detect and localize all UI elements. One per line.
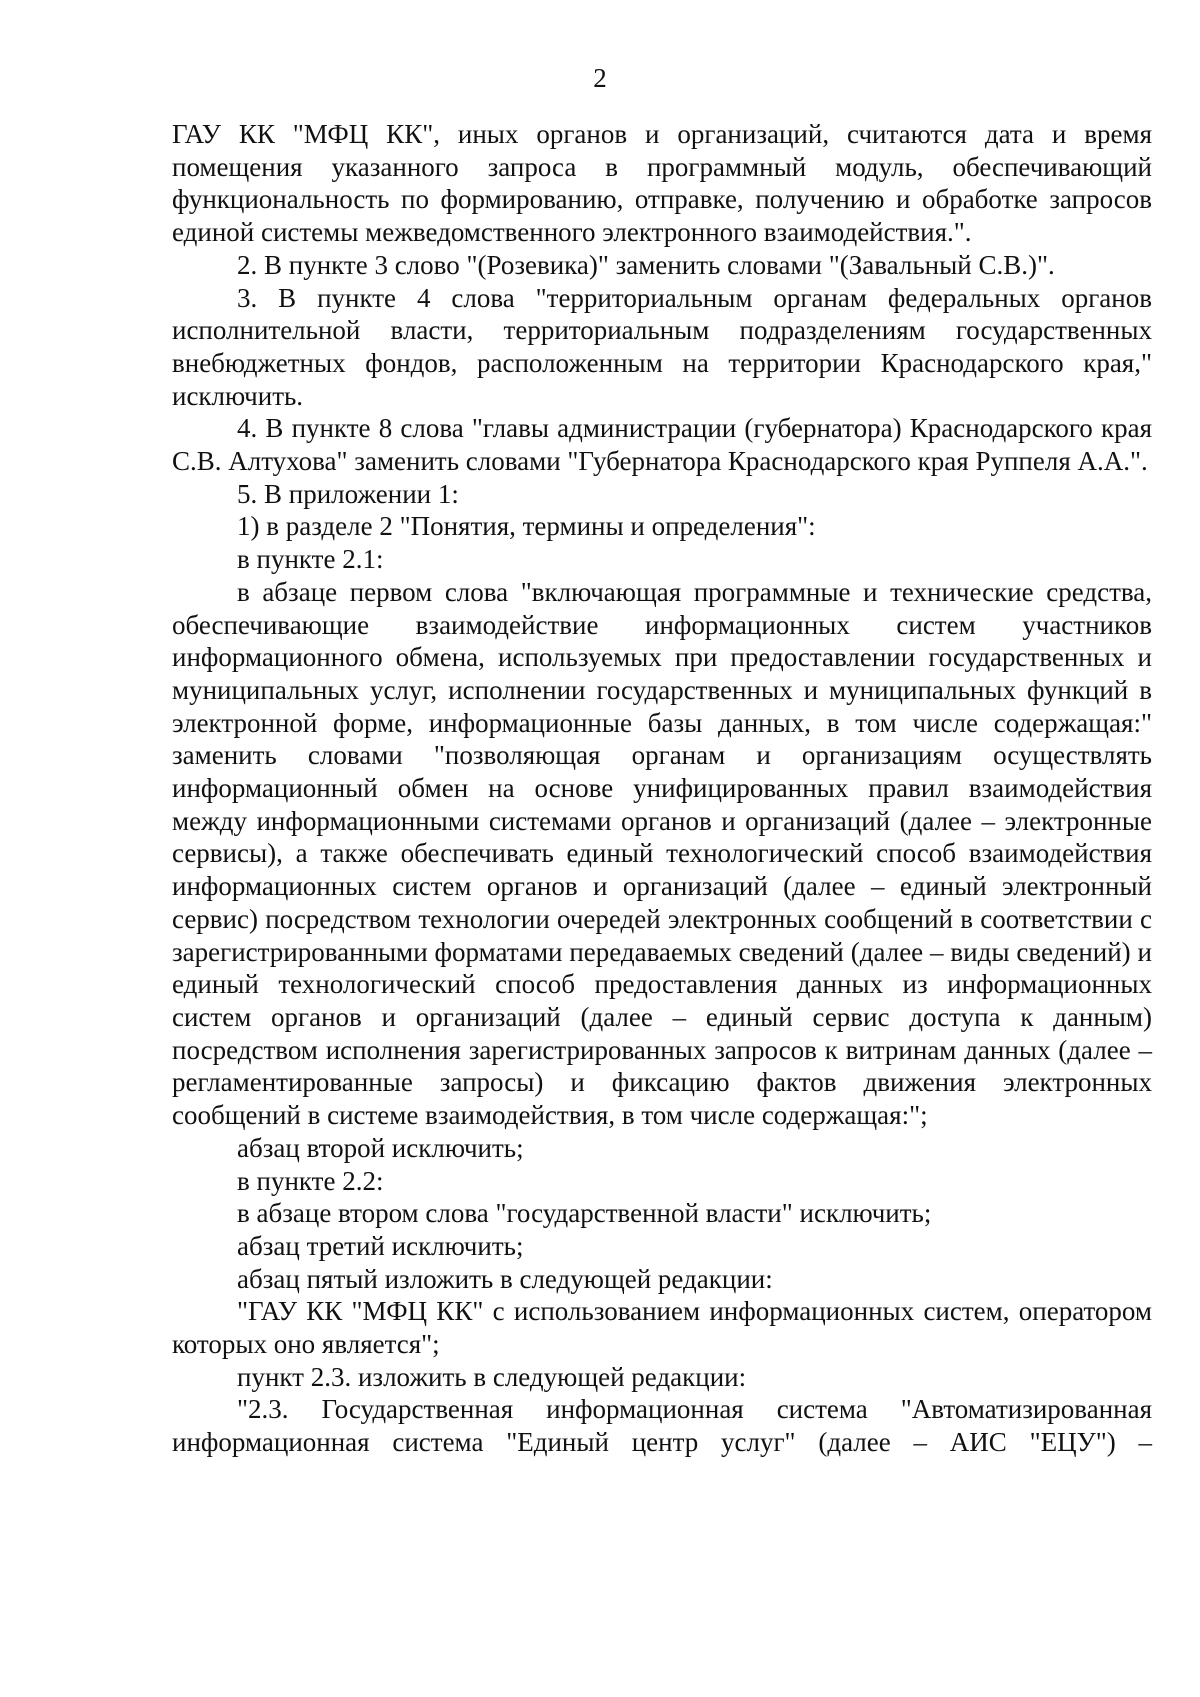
paragraph-subitem-1: 1) в разделе 2 "Понятия, термины и определения": — [237, 511, 816, 542]
paragraph-abzac-fifth: абзац пятый изложить в следующей редакции: — [237, 1263, 773, 1294]
paragraph-item-5: 5. В приложении 1: — [237, 478, 459, 509]
paragraph-abzac-first: в абзаце первом слова "включающая программные и технические средства, обеспечивающие взаимодействие информационных систем участников информационного обмена, используемых при предоставлении государственных и муниципальных услуг, исполнении государственных и муниципальных функций в электронной форме, информационные базы данных, в том числе содержащая:" заменить словами "позволяющая органам и организациям осуществлять информационный обмен на основе унифицированных правил взаимодействия между информационными системами органов и организаций (далее – электронные сервисы), а также обеспечивать единый технологический способ взаимодействия информационных систем органов и организаций (далее – единый электронный сервис) посредством технологии очередей электронных сообщений в соответствии с зарегистрированными форматами передаваемых сведений (далее – виды сведений) и единый технологический способ предоставления данных из информационных систем органов и организаций (далее – единый сервис доступа к данным) посредством исполнения зарегистрированных запросов к витринам данных (далее – регламентированные запросы) и фиксацию фактов движения электронных сообщений в системе взаимодействия, в том числе содержащая:"; — [172, 576, 1152, 1131]
document-body — [172, 118, 1152, 1459]
paragraph-item-2: 2. В пункте 3 слово "(Розевика)" заменить словами "(Завальный С.В.)". — [237, 249, 1055, 280]
paragraph-new-wording: "ГАУ КК "МФЦ КК" с использованием информационных систем, оператором которых оно является"; — [172, 1296, 1152, 1360]
paragraph-item-3: 3. В пункте 4 слова "территориальным органам федеральных органов исполнительной власти, территориальным подразделениям государственных внебюджетных фондов, расположенным на территории Краснодарского края," исключить. — [172, 282, 1152, 411]
paragraph-point-2-2: в пункте 2.2: — [237, 1165, 384, 1196]
paragraph-abzac-second-2-2: в абзаце втором слова "государственной власти" исключить; — [237, 1198, 932, 1229]
paragraph-continuation: ГАУ КК "МФЦ КК", иных органов и организаций, считаются дата и время помещения указанного запроса в программный модуль, обеспечивающий функциональность по формированию, отправке, получению и обработке запросов единой системы межведомственного электронного взаимодействия.". — [172, 119, 1152, 248]
page-number: 2 — [593, 63, 607, 93]
paragraph-point-2-1: в пункте 2.1: — [237, 544, 384, 575]
paragraph-abzac-second: абзац второй исключить; — [237, 1132, 524, 1163]
paragraph-point-2-3-text: "2.3. Государственная информационная система "Автоматизированная информационная система "Единый центр услуг" (далее – АИС "ЕЦУ") – — [172, 1394, 1152, 1458]
paragraph-item-4: 4. В пункте 8 слова "главы администрации (губернатора) Краснодарского края С.В. Алтухова" заменить словами "Губернатора Краснодарского края Руппеля А.А.". — [172, 413, 1152, 477]
paragraph-point-2-3: пункт 2.3. изложить в следующей редакции: — [237, 1361, 747, 1392]
paragraph-abzac-third: абзац третий исключить; — [237, 1230, 524, 1261]
